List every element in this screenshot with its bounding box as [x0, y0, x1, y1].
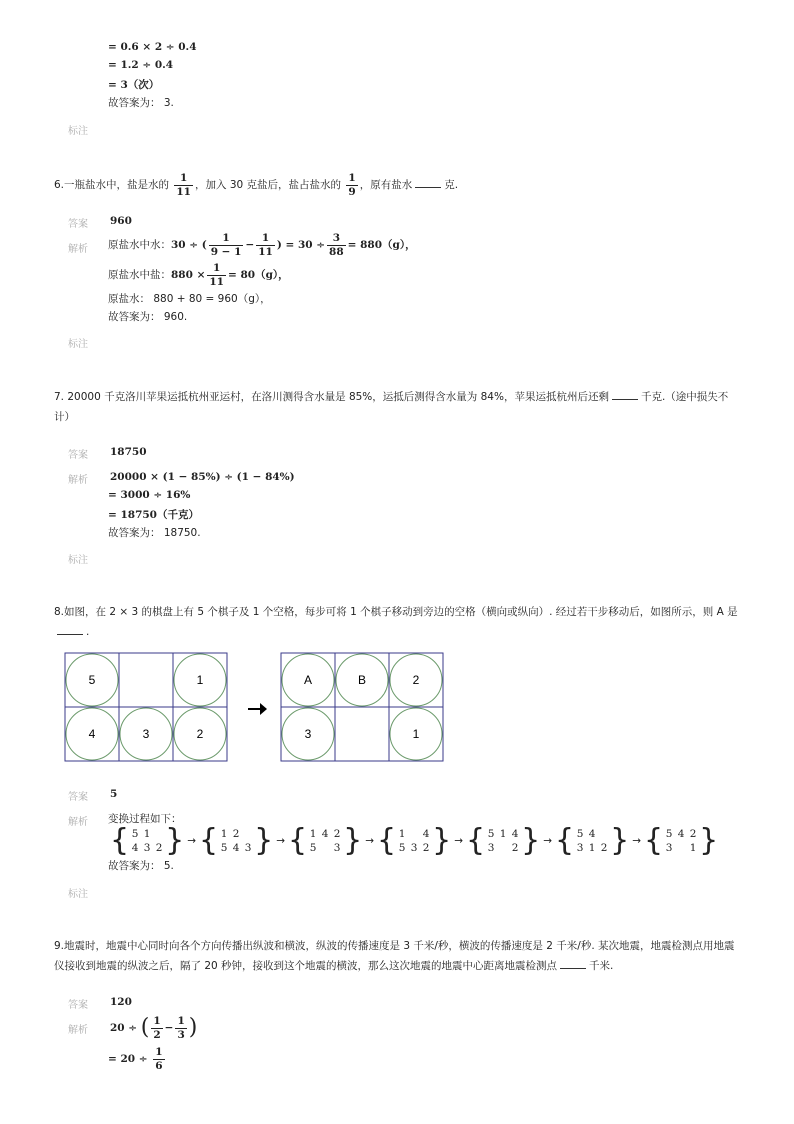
answer-blank	[560, 958, 586, 969]
arrow-icon: →	[543, 835, 552, 847]
conclusion: 故答案为： 3.	[108, 97, 174, 109]
conclusion: 故答案为： 5.	[108, 860, 174, 872]
question-text: ，加入 30 克盐后，盐占盐水的	[195, 179, 342, 191]
question-text: 如图，在 2 × 3 的棋盘上有 5 个棋子及 1 个空格，每步可将 1 个棋子移动到旁边的空格（横向或纵向）. 经过若干步移动后，如图所示，则 A	[64, 606, 724, 618]
question-8: 8.如图，在 2 × 3 的棋盘上有 5 个棋子及 1 个空格，每步可将 1 个棋子移动到旁边的空格（横向或纵向）. 经过若干步移动后，如图所示，则 A 是.	[54, 606, 738, 638]
answer-blank	[57, 624, 83, 635]
fraction: $\frac{1}{9}$	[348, 172, 356, 198]
answer-value: 120	[110, 996, 132, 1008]
arrow-icon: →	[632, 835, 641, 847]
question-text: 千克.（途中损失不计）	[54, 391, 729, 423]
question-number: 7.	[54, 391, 65, 403]
note-label: 标注	[68, 126, 88, 137]
question-number: 9.	[54, 940, 65, 952]
arrow-icon: →	[365, 835, 374, 847]
piece-label: 3	[304, 727, 312, 741]
question-text: 千米.	[589, 960, 614, 972]
answer-label: 答案	[68, 1000, 88, 1011]
analysis-label: 解析	[68, 475, 88, 486]
fraction: $\frac{1}{11}$	[176, 172, 191, 198]
calc-line-3: = 18750（千克）	[108, 509, 199, 521]
question-number: 8.	[54, 606, 65, 618]
arrow-icon: →	[187, 835, 196, 847]
piece-label: 2	[196, 727, 204, 741]
arrow-icon: →	[454, 835, 463, 847]
conclusion: 故答案为： 960.	[108, 311, 188, 323]
answer-label: 答案	[68, 450, 88, 461]
piece-label: 5	[88, 673, 96, 687]
piece-label: 1	[196, 673, 204, 687]
answer-blank	[415, 177, 441, 188]
piece-label: 3	[142, 727, 150, 741]
calc-line-3: = 3（次）	[108, 79, 160, 91]
question-text: 20000 千克洛川苹果运抵杭州亚运村，在洛川测得含水量是 85%，运抵后测得含水量为 84%，苹果运抵杭州后还剩	[67, 391, 609, 403]
calc-line-1: 20 ÷ ( $\frac{1}{2}$ − $\frac{1}{3}$ )	[110, 1015, 198, 1041]
note-label: 标注	[68, 889, 88, 900]
analysis-step-3: 原盐水： 880 + 80 = 960（g），	[108, 293, 271, 305]
step-matrix: 5 1 4 3 2	[131, 828, 163, 854]
question-6	[54, 173, 744, 197]
step-matrix: 5 1 4 3 2	[487, 828, 519, 854]
step-matrix: 5 4 2 3 1	[665, 828, 697, 854]
step-matrix: 5 4 3 1 2	[576, 828, 608, 854]
question-text: 地震时，地震中心同时向各个方向传播出纵波和横波，纵波的传播速度是 3 千米/秒，横波的传播速度是 2 千米/秒. 某次地震，地震检测点用地震仪接收到地震的纵波之后，隔了 20 秒钟，接收到这个地震的横波，那么这次地震的地震中心距离地震检测点	[54, 940, 735, 972]
calc-line-2: = 1.2 ÷ 0.4	[108, 59, 174, 71]
question-9	[54, 936, 744, 976]
transform-steps: { 5 1 4 3 2 } → { 1 2 5 4 3 } → { 1 4 2 5 3 } → { 1 4 5 3 2 } → { 5 1 4 3 2 } → { 5 4 3 1 2 } → { 5 4 2 3 1 }	[110, 823, 719, 858]
arrow-icon	[248, 703, 267, 715]
question-number: 6.	[54, 179, 65, 191]
analysis-label: 解析	[68, 1025, 88, 1036]
steps-title: 变换过程如下：	[108, 813, 182, 825]
piece-label: 2	[412, 673, 420, 687]
right-board	[281, 653, 443, 761]
answer-value: 960	[110, 215, 132, 227]
answer-value: 18750	[110, 446, 147, 458]
piece-label: 1	[412, 727, 420, 741]
board-cell	[119, 653, 173, 707]
answer-label: 答案	[68, 219, 88, 230]
answer-label: 答案	[68, 792, 88, 803]
piece-label: B	[357, 673, 367, 687]
calc-line-1: 20000 × (1 − 85%) ÷ (1 − 84%)	[110, 471, 295, 483]
piece-label: 4	[88, 727, 96, 741]
question-text: ，原有盐水	[359, 179, 413, 191]
question-text: 是	[727, 606, 738, 618]
step-matrix: 1 2 5 4 3	[220, 828, 252, 854]
left-board	[65, 653, 227, 761]
note-label: 标注	[68, 339, 88, 350]
analysis-step-2: 原盐水中盐：880 × $\frac{1}{11}$ = 80（g），	[108, 262, 289, 288]
conclusion: 故答案为： 18750.	[108, 527, 201, 539]
step-matrix: 1 4 2 5 3	[309, 828, 341, 854]
answer-value: 5	[110, 788, 118, 800]
arrow-icon: →	[276, 835, 285, 847]
analysis-label: 解析	[68, 244, 88, 255]
calc-line-2: = 3000 ÷ 16%	[108, 489, 191, 501]
note-label: 标注	[68, 555, 88, 566]
step-matrix: 1 4 5 3 2	[398, 828, 430, 854]
piece-label: A	[303, 673, 313, 687]
answer-blank	[612, 389, 638, 400]
question-text: 一瓶盐水中，盐是水的	[64, 179, 170, 191]
question-text: 克.	[444, 179, 459, 191]
calc-line-2: = 20 ÷ $\frac{1}{6}$	[108, 1046, 163, 1072]
chessboard-figure	[60, 648, 460, 766]
analysis-label: 解析	[68, 817, 88, 828]
calc-line-1: = 0.6 × 2 ÷ 0.4	[108, 41, 197, 53]
question-7	[54, 387, 744, 427]
board-cell	[335, 707, 389, 761]
analysis-step-1: 原盐水中水：30 ÷ ( $\frac{1}{9 - 1}$ − $\frac{1}{11}$ ) = 30 ÷ $\frac{3}{88}$ = 880（g），	[108, 232, 416, 258]
